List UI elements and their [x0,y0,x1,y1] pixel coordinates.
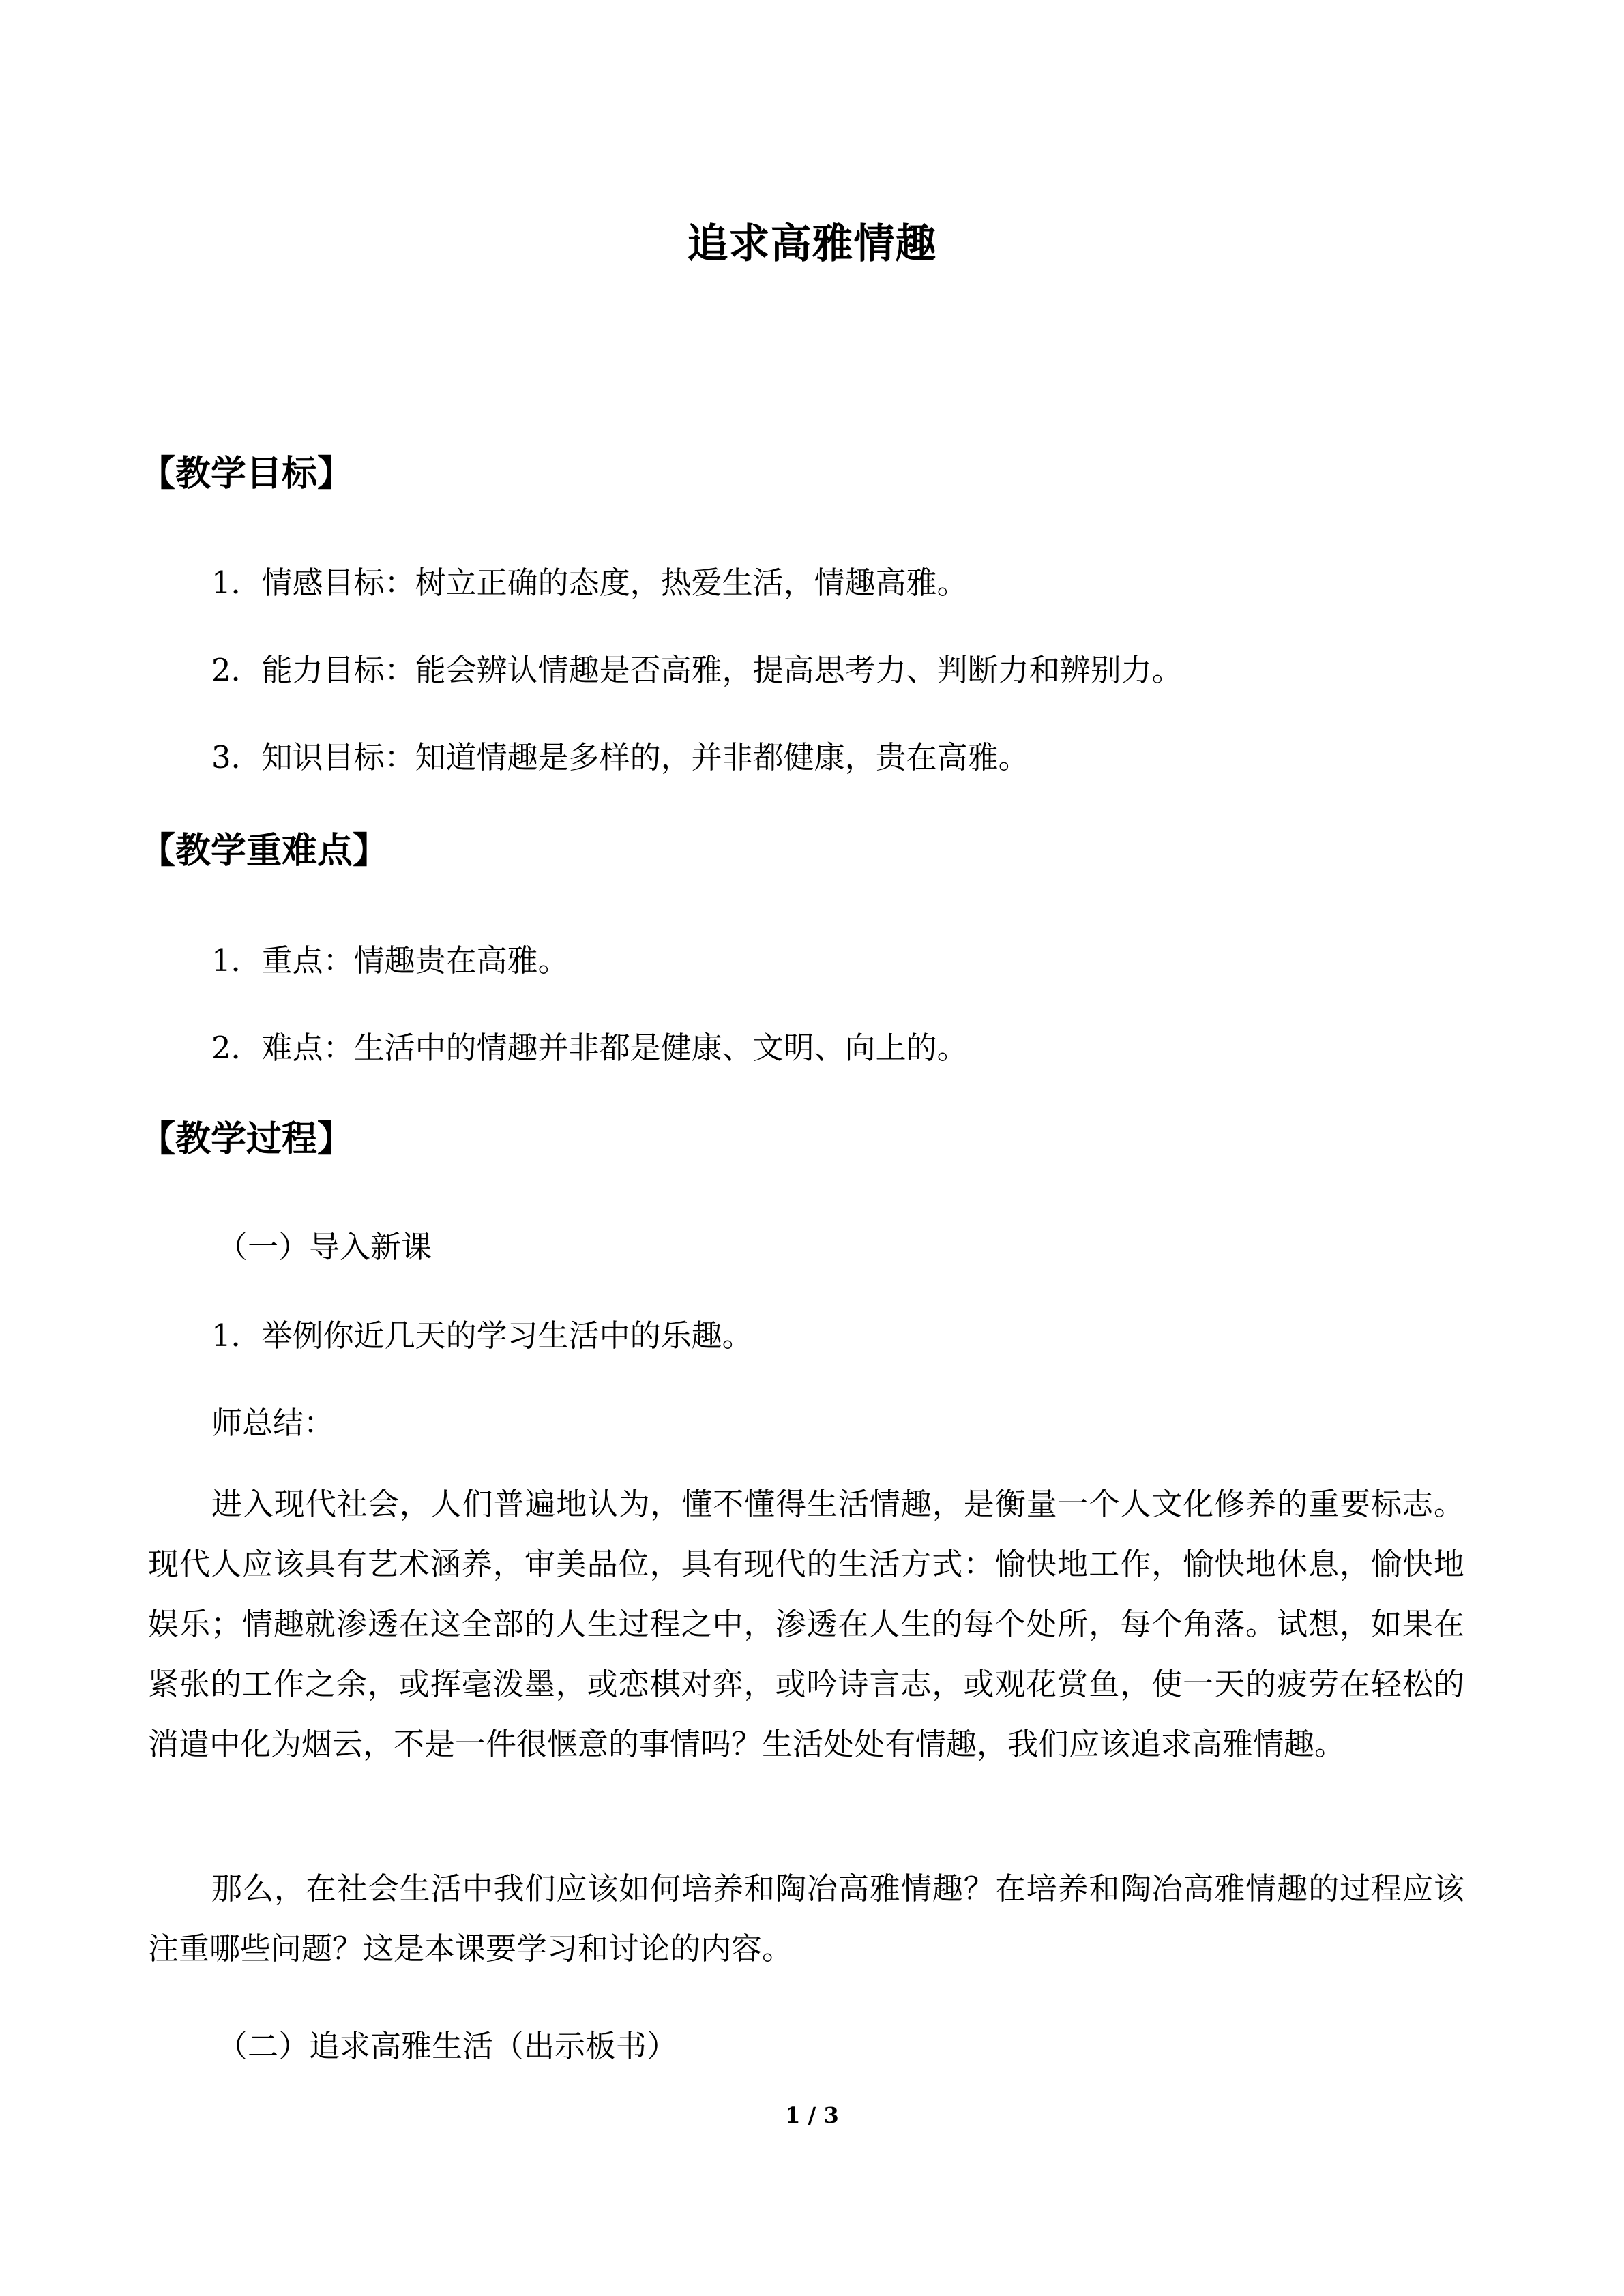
objective-item: 1．情感目标：树立正确的态度，热爱生活，情趣高雅。 [211,565,968,601]
section-heading-objectives: 【教学目标】 [140,453,353,494]
subsection-heading: （一）导入新课 [217,1229,432,1265]
teacher-summary-label: 师总结： [211,1405,335,1441]
section-heading-process: 【教学过程】 [140,1118,353,1160]
objective-item: 3．知识目标：知道情趣是多样的，并非都健康，贵在高雅。 [211,739,1029,775]
page-title: 追求高雅情趣 [687,220,937,268]
key-point-item: 2．难点：生活中的情趣并非都是健康、文明、向上的。 [211,1030,968,1066]
objective-item: 2．能力目标：能会辨认情趣是否高雅，提高思考力、判断力和辨别力。 [211,652,1183,688]
process-item: 1．举例你近几天的学习生活中的乐趣。 [211,1317,753,1354]
body-paragraph: 那么，在社会生活中我们应该如何培养和陶冶高雅情趣？在培养和陶冶高雅情趣的过程应该注重哪些问题？这是本课要学习和讨论的内容。 [148,1870,1464,1967]
section-heading-key-points: 【教学重难点】 [140,830,389,871]
key-point-item: 1．重点：情趣贵在高雅。 [211,942,569,979]
page-number: 1 / 3 [785,2102,839,2128]
body-paragraph: 进入现代社会，人们普遍地认为，懂不懂得生活情趣，是衡量一个人文化修养的重要标志。现代人应该具有艺术涵养，审美品位，具有现代的生活方式：愉快地工作，愉快地休息，愉快地娱乐；情趣就渗透在这全部的人生过程之中，渗透在人生的每个处所，每个角落。试想，如果在紧张的工作之余，或挥毫泼墨，或恋棋对弈，或吟诗言志，或观花赏鱼，使一天的疲劳在轻松的消遣中化为烟云，不是一件很惬意的事情吗？生活处处有情趣，我们应该追求高雅情趣。 [148,1486,1464,1762]
subsection-heading: （二）追求高雅生活（出示板书） [217,2028,678,2064]
